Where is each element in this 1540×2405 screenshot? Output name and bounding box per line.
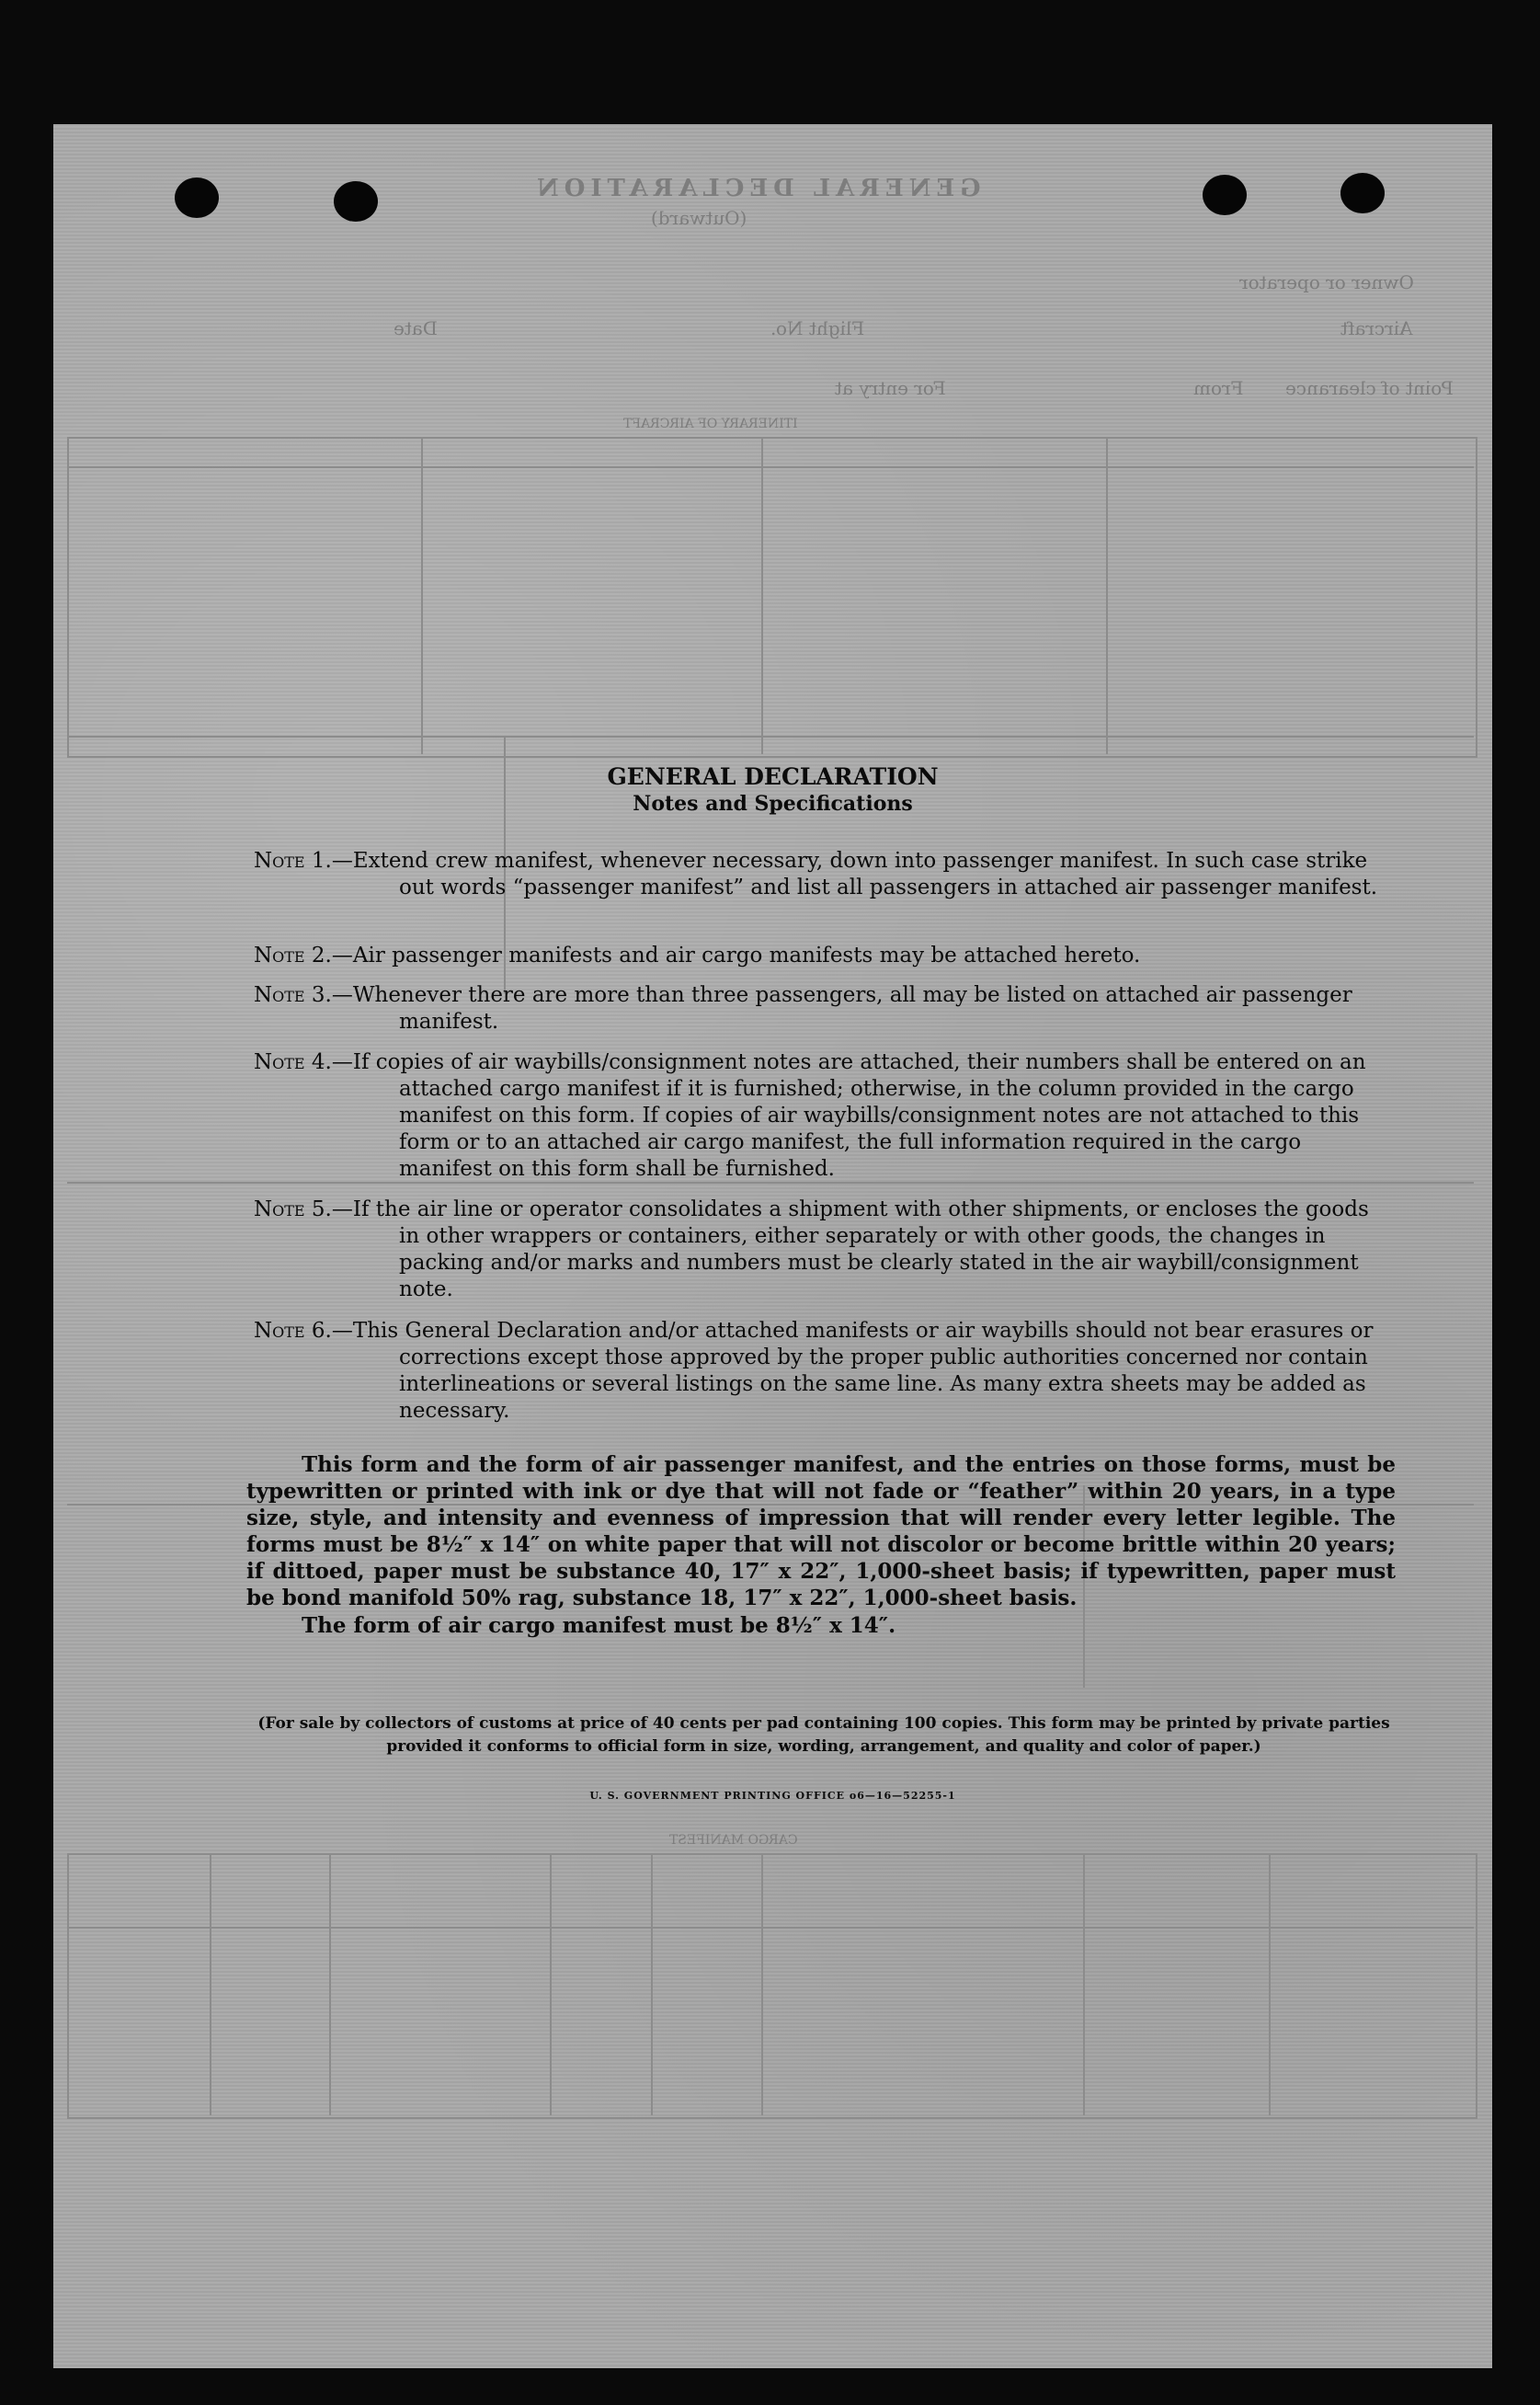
note-label: Note 5. [254,1197,332,1221]
reverse-for-entry-label: For entry at [835,377,946,399]
punch-hole [175,178,219,218]
reverse-table-line [1269,1853,1271,2115]
note-label: Note 2. [254,944,332,968]
reverse-aircraft-label: Aircraft [1340,317,1413,339]
document-page [53,124,1492,2368]
reverse-flight-label: Flight No. [770,317,865,339]
punch-hole [334,181,378,222]
note-label: Note 4. [254,1050,332,1074]
reverse-date-label: Date [394,317,438,339]
page-subtitle: Notes and Specifications [633,792,913,816]
note-1 [254,848,1394,901]
note-5 [254,1197,1394,1303]
note-text: —If the air line or operator consolidates a shipment with other shipments, or encloses the goods in other wrappers or containers, either separately or with other goods, the changes in packing and/or marks and numbers must be clearly stated in the air waybill/consignment note. [331,1197,1369,1301]
reverse-subtitle: (Outward) [651,207,747,229]
note-text: —Air passenger manifests and air cargo manifests may be attached hereto. [331,944,1141,968]
punch-hole [1340,173,1385,213]
reverse-clearance-label: Point of clearance [1285,377,1454,399]
cargo-form-size: The form of air cargo manifest must be 8½″ x 14″. [302,1613,896,1638]
note-label: Note 1. [254,849,332,873]
reverse-title: GENERAL DECLARATION [531,175,981,202]
sale-notice: (For sale by collectors of customs at price of 40 cents per pad containing 100 copies. This form may be printed by private parties provided it conforms to official form in size, wording, arrangement, and quality and color of paper.) [257,1714,1390,1756]
note-text: —Whenever there are more than three passengers, all may be listed on attached air passenger manifest. [331,983,1352,1034]
specification-paragraph: This form and the form of air passenger manifest, and the entries on those forms, must be typewritten or printed with ink or dye that will not fade or “feather” within 20 years, in a type size, style, and intensity and evenness of impression that will render every letter legible. The forms must be 8½″ x 14″ on white paper that will not discolor or become brittle within 20 years; if dittoed, paper must be substance 40, 17″ x 22″, 1,000-sheet basis; if typewritten, paper must be bond manifold 50% rag, substance 18, 17″ x 22″, 1,000-sheet basis. [246,1452,1396,1610]
printing-office-line: U. S. GOVERNMENT PRINTING OFFICE o6—16—52255-1 [589,1790,956,1802]
reverse-table-line [421,437,423,754]
note-label: Note 6. [254,1319,332,1343]
reverse-table-line [1106,437,1108,754]
note-2 [254,943,1394,969]
reverse-table-line [761,1853,763,2115]
reverse-cargo-manifest-label: CARGO MANIFEST [669,1833,798,1848]
reverse-table-line [651,1853,653,2115]
reverse-cargo-table [67,1853,1477,2119]
reverse-table-line [1083,1853,1085,2115]
note-4 [254,1049,1394,1183]
punch-hole [1203,175,1247,215]
note-text: —This General Declaration and/or attached manifests or air waybills should not bear erasures or corrections except those approved by the proper public authorities concerned nor contain interlineations or several listings on the same line. As many extra sheets may be added as necessary. [331,1319,1374,1423]
reverse-table-line [67,736,1474,738]
reverse-table-line [67,1927,1474,1929]
reverse-owner-label: Owner or operator [1239,271,1414,293]
reverse-table-line [67,466,1474,468]
page-title: GENERAL DECLARATION [607,763,939,790]
note-text: —If copies of air waybills/consignment notes are attached, their numbers shall be entered on an attached cargo manifest if it is furnished; otherwise, in the column provided in the cargo manifest on this form. If copies of air waybills/consignment notes are not attached to this form or to an attached air cargo manifest, the full information required in the cargo manifest on this form shall be furnished. [331,1050,1366,1181]
reverse-itinerary-table [67,437,1477,758]
reverse-from-label: From [1193,377,1244,399]
note-text: —Extend crew manifest, whenever necessary, down into passenger manifest. In such case strike out words “passenger manifest” and list all passengers in attached air passenger manifest. [331,849,1378,899]
reverse-itinerary-label: ITINERARY OF AIRCRAFT [623,417,798,431]
reverse-table-line [550,1853,552,2115]
reverse-table-line [329,1853,331,2115]
reverse-table-line [210,1853,211,2115]
note-3 [254,982,1394,1036]
reverse-table-line [761,437,763,754]
note-label: Note 3. [254,983,332,1007]
note-6 [254,1318,1394,1425]
